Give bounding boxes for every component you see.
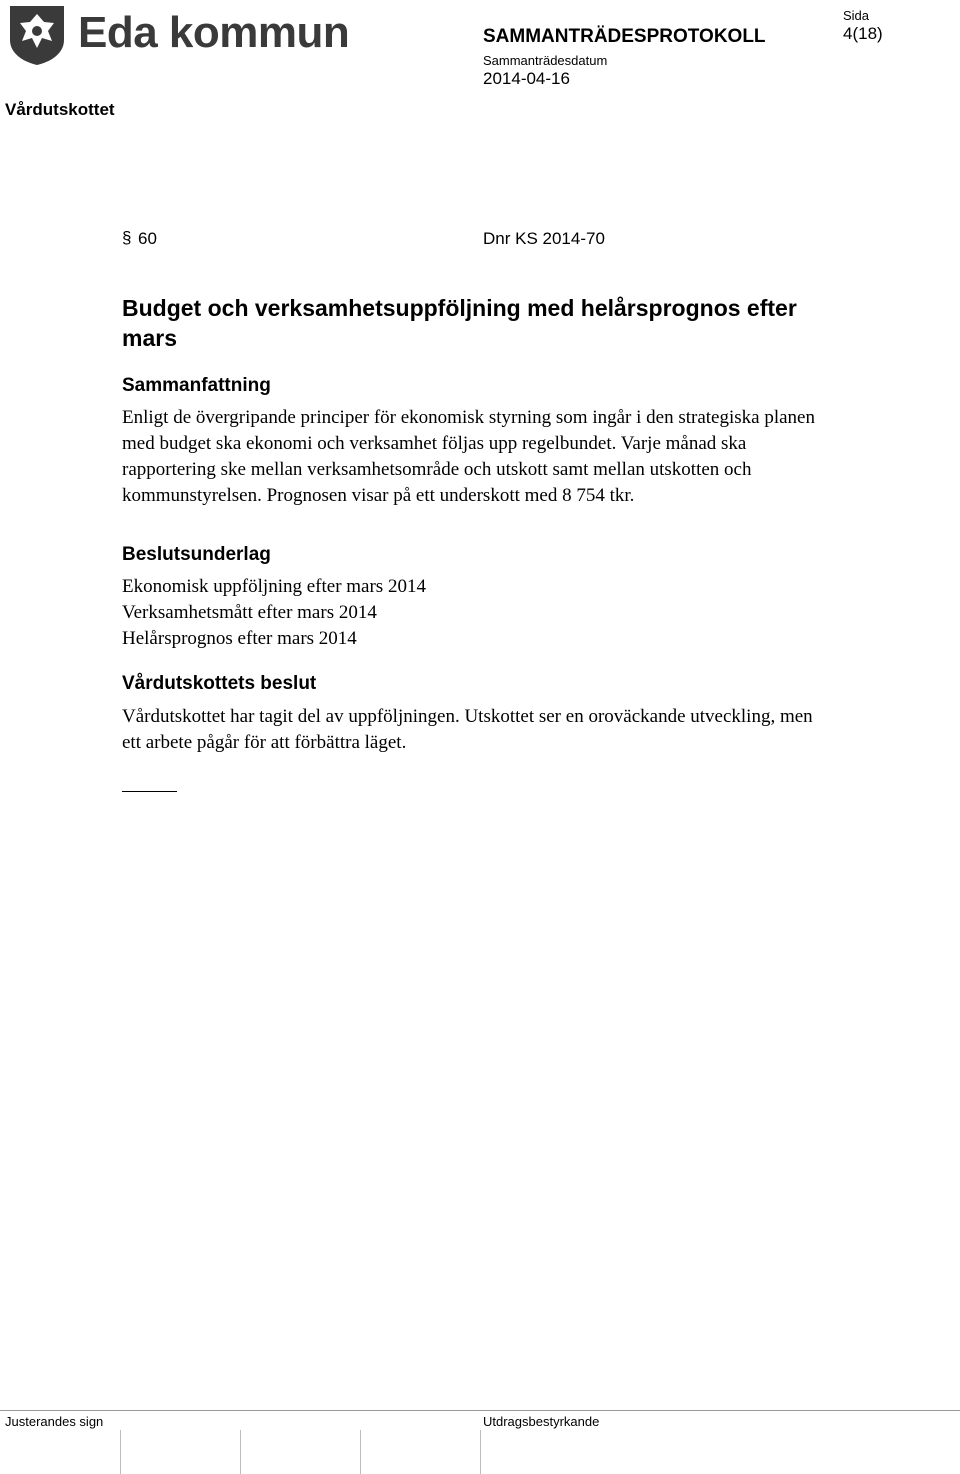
page-label: Sida [843, 8, 870, 23]
meeting-date-label: Sammanträdesdatum [483, 53, 608, 68]
signature-label: Justerandes sign [5, 1414, 104, 1429]
basis-list [122, 574, 822, 652]
summary-heading: Sammanfattning [122, 375, 271, 396]
summary-text: Enligt de övergripande principer för ekonomisk styrning som ingår i den strategiska planen med budget ska ekonomi och verksamhet följas upp regelbundet. Varje månad ska rapportering ske mellan verksamhetsområde och utskott samt mellan utskotten och kommunstyrelsen. Prognosen visar på ett underskott med 8 754 tkr. [122, 407, 815, 506]
org-name-logo-text: Eda kommun [78, 8, 350, 57]
decision-text: Vårdutskottet har tagit del av uppföljningen. Utskottet ser en oroväckande utveckling, men ett arbete pågår för att förbättra läget. [122, 706, 813, 753]
footer-divider [0, 1410, 960, 1411]
page-number: 4(18) [843, 24, 883, 43]
basis-item: Helårsprognos efter mars 2014 [122, 628, 357, 649]
paragraph-sign: § [122, 228, 132, 247]
signature-box-divider [120, 1430, 121, 1474]
document-type: SAMMANTRÄDESPROTOKOLL [483, 26, 766, 47]
basis-item: Verksamhetsmått efter mars 2014 [122, 602, 377, 623]
decision-heading: Vårdutskottets beslut [122, 673, 317, 694]
meeting-date: 2014-04-16 [483, 69, 570, 88]
committee-name: Vårdutskottet [5, 100, 115, 119]
basis-item: Ekonomisk uppföljning efter mars 2014 [122, 576, 426, 597]
municipality-logo [6, 4, 68, 66]
certification-label: Utdragsbestyrkande [483, 1414, 600, 1429]
case-number: Dnr KS 2014-70 [483, 229, 605, 248]
signature-box-divider [480, 1430, 481, 1474]
item-title: Budget och verksamhetsuppföljning med helårsprognos efter mars [122, 295, 797, 351]
signature-box-divider [360, 1430, 361, 1474]
basis-heading: Beslutsunderlag [122, 544, 271, 565]
paragraph-number: 60 [138, 229, 157, 248]
end-line-divider [122, 791, 177, 792]
signature-box-divider [240, 1430, 241, 1474]
